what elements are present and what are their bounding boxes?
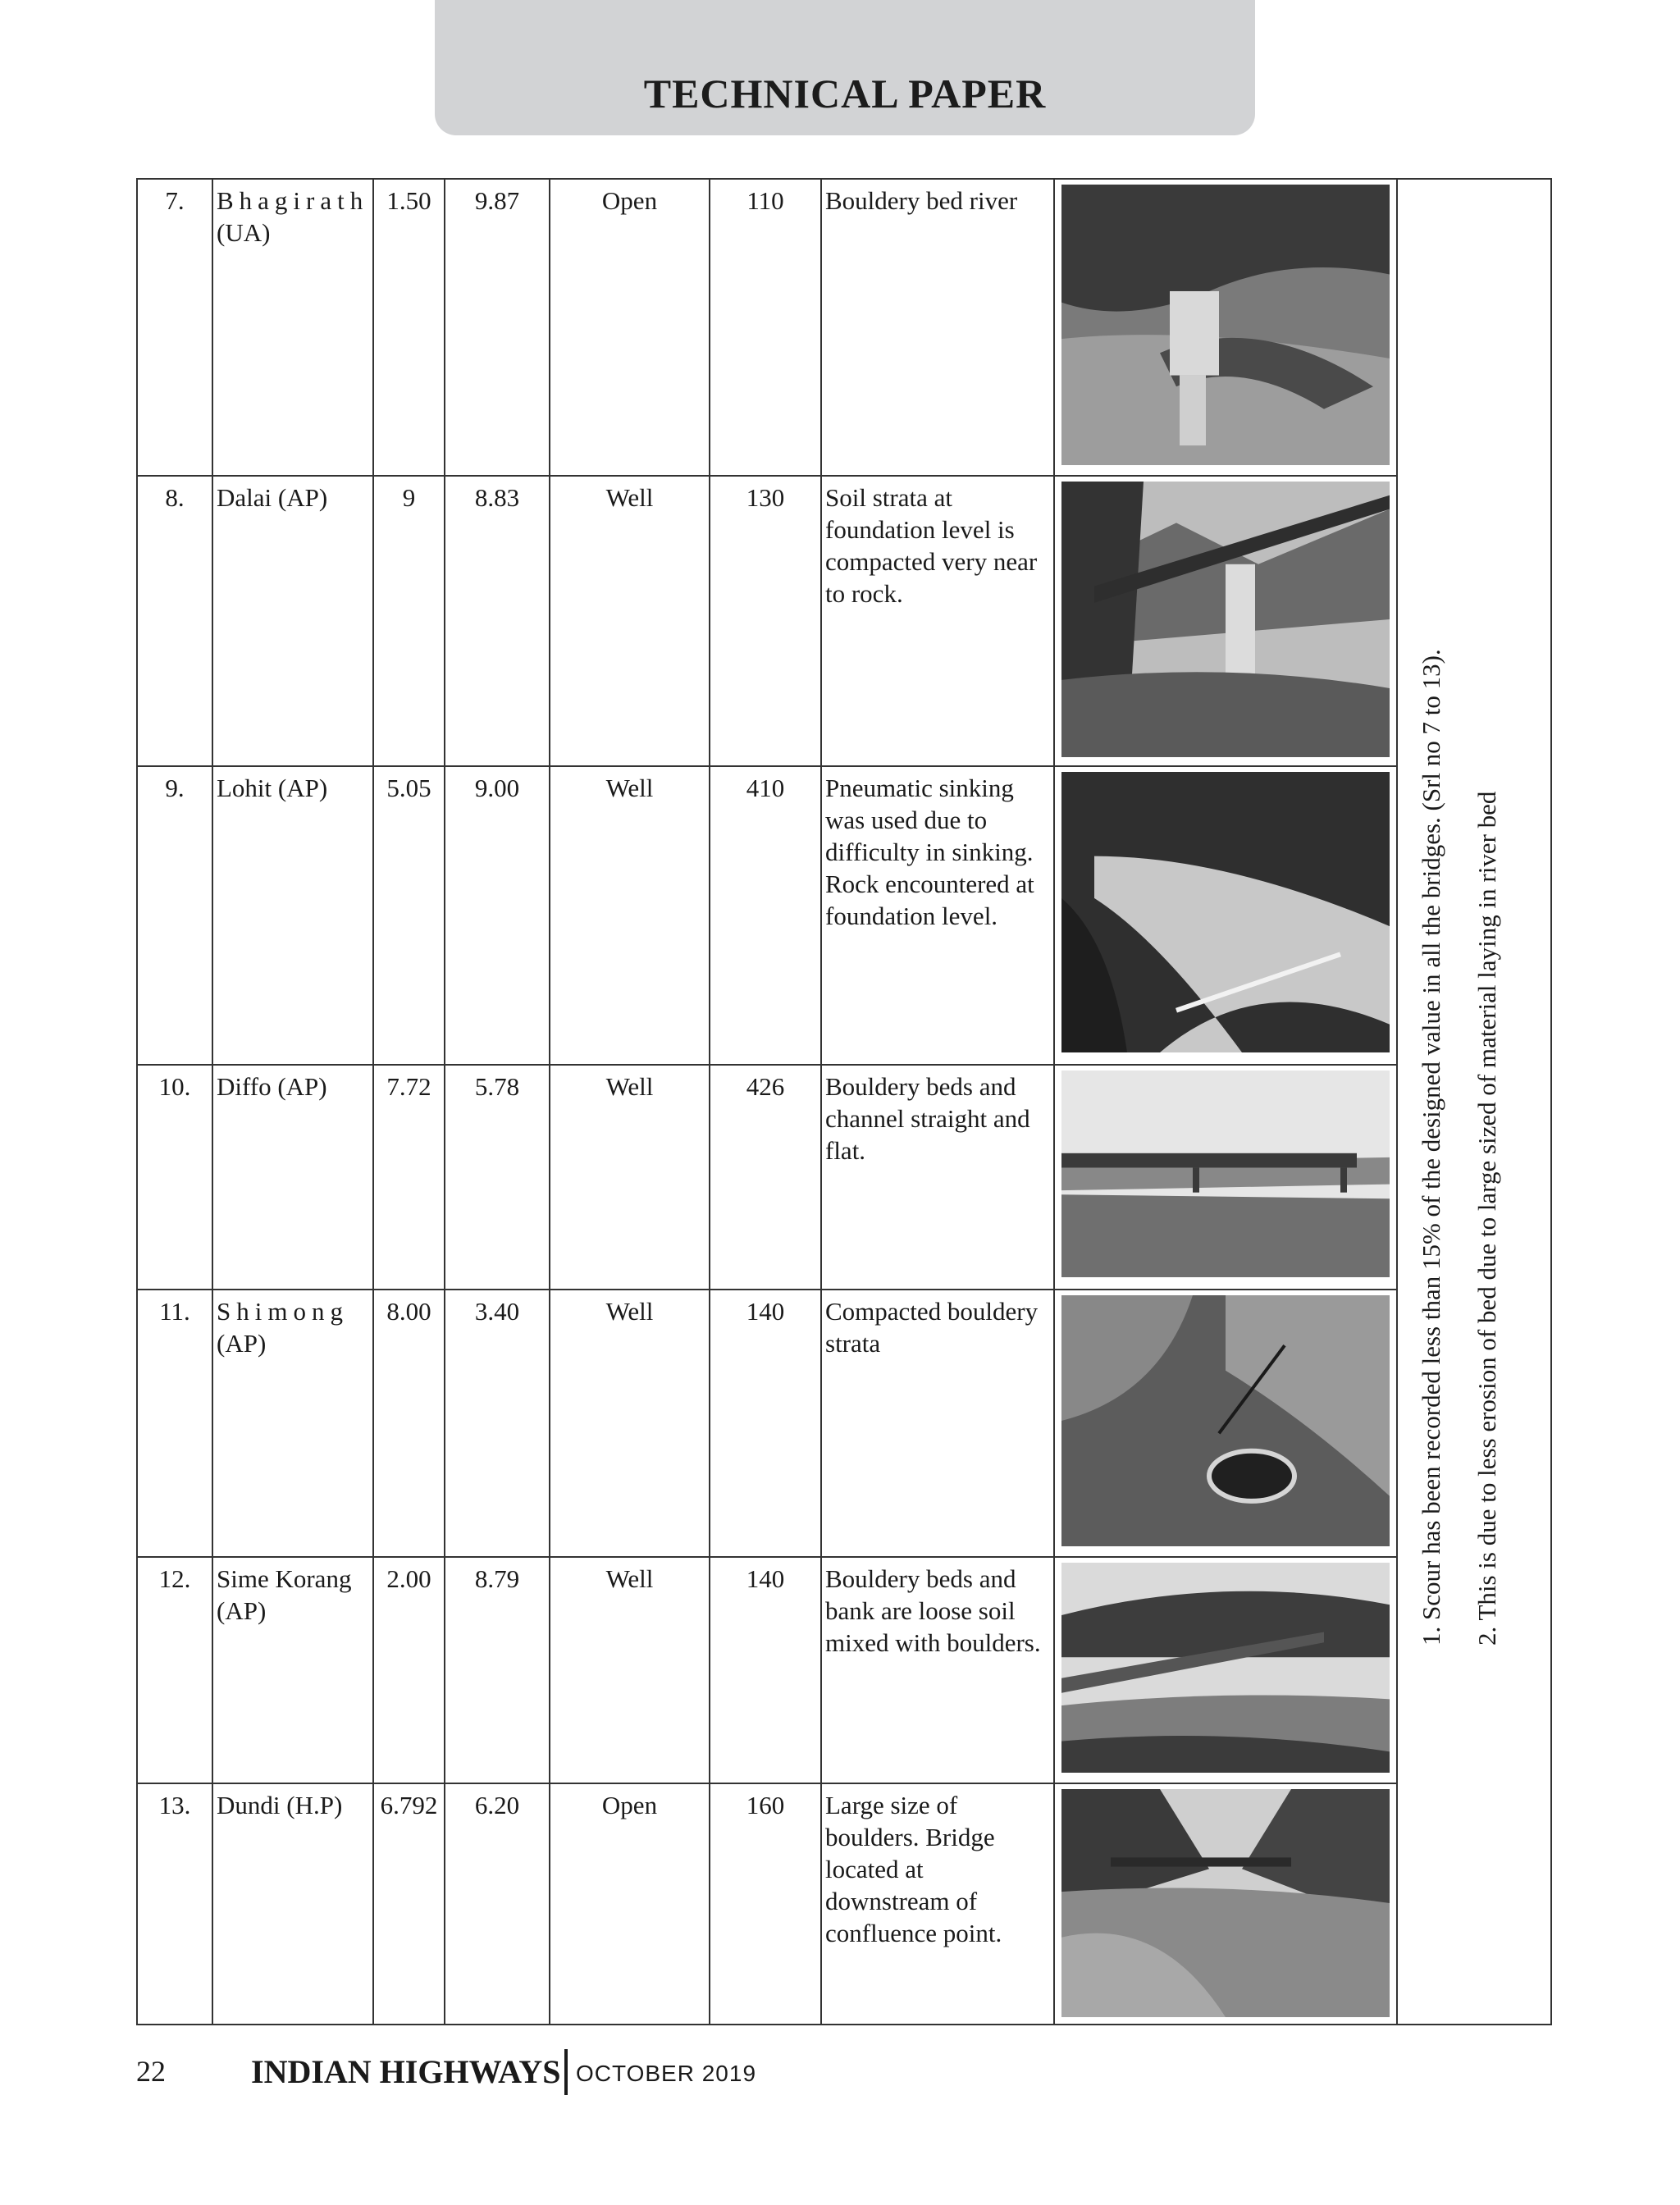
photo-cell — [1054, 1290, 1397, 1557]
bridge-name-line2: (UA) — [217, 218, 271, 247]
serial-number: 12. — [137, 1557, 212, 1783]
cell-value-a: 2.00 — [373, 1557, 445, 1783]
table-row — [137, 1290, 1551, 1557]
cell-value-a: 8.00 — [373, 1290, 445, 1557]
cell-value-b: 3.40 — [445, 1290, 550, 1557]
table-row — [137, 1557, 1551, 1783]
photo-cell — [1054, 766, 1397, 1065]
bridge-name-line2: (AP) — [217, 1596, 267, 1625]
magazine-name: INDIAN HIGHWAYS — [251, 2053, 561, 2090]
cell-value-b: 9.00 — [445, 766, 550, 1065]
river-aerial-photo — [1058, 772, 1393, 1052]
cell-value-a: 9 — [373, 476, 445, 766]
table-row — [137, 1065, 1551, 1290]
foundation-type: Well — [550, 1065, 710, 1290]
well-foundation-photo — [1058, 1295, 1393, 1546]
cell-value-a: 6.792 — [373, 1783, 445, 2025]
note-2: 2. This is due to less erosion of bed due to large sized of material laying in river bed — [1472, 791, 1501, 1646]
cell-value-a: 7.72 — [373, 1065, 445, 1290]
cell-value-b: 9.87 — [445, 179, 550, 476]
serial-number: 9. — [137, 766, 212, 1065]
note-1: 1. Scour has been recorded less than 15% of the designed value in all the bridges. (Srl no 7 to 13). — [1417, 649, 1445, 1646]
page-header-title: TECHNICAL PAPER — [643, 71, 1047, 116]
table-row — [137, 1783, 1551, 2025]
bridge-name — [212, 1783, 373, 2025]
bridge-name-line1: Dalai (AP) — [217, 483, 328, 512]
serial-number: 13. — [137, 1783, 212, 2025]
header-tab — [435, 0, 1255, 135]
cell-value-c: 140 — [710, 1557, 821, 1783]
cell-value-b: 8.79 — [445, 1557, 550, 1783]
remarks: Bouldery beds and bank are loose soil mixed with boulders. — [821, 1557, 1054, 1783]
cell-value-a: 1.50 — [373, 179, 445, 476]
bridge-name — [212, 766, 373, 1065]
remarks: Soil strata at foundation level is compacted very near to rock. — [821, 476, 1054, 766]
table-row — [137, 476, 1551, 766]
serial-number: 7. — [137, 179, 212, 476]
bridge-name-line1: Diffo (AP) — [217, 1072, 327, 1101]
cell-value-c: 140 — [710, 1290, 821, 1557]
remarks: Compacted bouldery strata — [821, 1290, 1054, 1557]
notes-cell — [1397, 179, 1551, 2025]
photo-cell — [1054, 179, 1397, 476]
issue-date: OCTOBER 2019 — [576, 2061, 757, 2086]
photo-cell — [1054, 1783, 1397, 2025]
cell-value-c: 160 — [710, 1783, 821, 2025]
cell-value-c: 426 — [710, 1065, 821, 1290]
bridge-name-line1: Shimong — [217, 1297, 349, 1326]
bridge-name — [212, 179, 373, 476]
remarks: Bouldery beds and channel straight and flat. — [821, 1065, 1054, 1290]
footer-divider — [564, 2049, 568, 2095]
photo-cell — [1054, 1065, 1397, 1290]
bridge-name-line1: Sime Korang — [217, 1564, 352, 1593]
photo-cell — [1054, 1557, 1397, 1783]
bridge-name-line1: Lohit (AP) — [217, 774, 328, 802]
page-number: 22 — [136, 2055, 166, 2088]
foundation-type: Open — [550, 179, 710, 476]
foundation-type: Well — [550, 1290, 710, 1557]
foundation-type: Open — [550, 1783, 710, 2025]
serial-number: 11. — [137, 1290, 212, 1557]
table-row — [137, 766, 1551, 1065]
bridge-name — [212, 476, 373, 766]
foundation-type: Well — [550, 476, 710, 766]
bridge-name — [212, 1290, 373, 1557]
bridge-name — [212, 1557, 373, 1783]
girder-bridge-photo — [1058, 1563, 1393, 1773]
remarks: Pneumatic sinking was used due to difficulty in sinking. Rock encountered at foundation level. — [821, 766, 1054, 1065]
confluence-bridge-photo — [1058, 1789, 1393, 2017]
bridge-name-line2: (AP) — [217, 1329, 267, 1358]
foundation-type: Well — [550, 766, 710, 1065]
photo-cell — [1054, 476, 1397, 766]
serial-number: 10. — [137, 1065, 212, 1290]
cell-value-c: 110 — [710, 179, 821, 476]
bridge-scour-table — [136, 178, 1552, 2025]
bridge-pier-photo — [1058, 185, 1393, 465]
remarks: Large size of boulders. Bridge located at downstream of confluence point. — [821, 1783, 1054, 2025]
bridge-valley-photo — [1058, 482, 1393, 757]
bridge-name — [212, 1065, 373, 1290]
cell-value-b: 8.83 — [445, 476, 550, 766]
foundation-type: Well — [550, 1557, 710, 1783]
cell-value-b: 6.20 — [445, 1783, 550, 2025]
serial-number: 8. — [137, 476, 212, 766]
table-row — [137, 179, 1551, 476]
bridge-riverbed-photo — [1058, 1071, 1393, 1277]
cell-value-c: 410 — [710, 766, 821, 1065]
cell-value-a: 5.05 — [373, 766, 445, 1065]
remarks: Bouldery bed river — [821, 179, 1054, 476]
cell-value-b: 5.78 — [445, 1065, 550, 1290]
bridge-name-line1: Dundi (H.P) — [217, 1791, 343, 1819]
cell-value-c: 130 — [710, 476, 821, 766]
bridge-name-line1: Bhagirath — [217, 186, 369, 215]
